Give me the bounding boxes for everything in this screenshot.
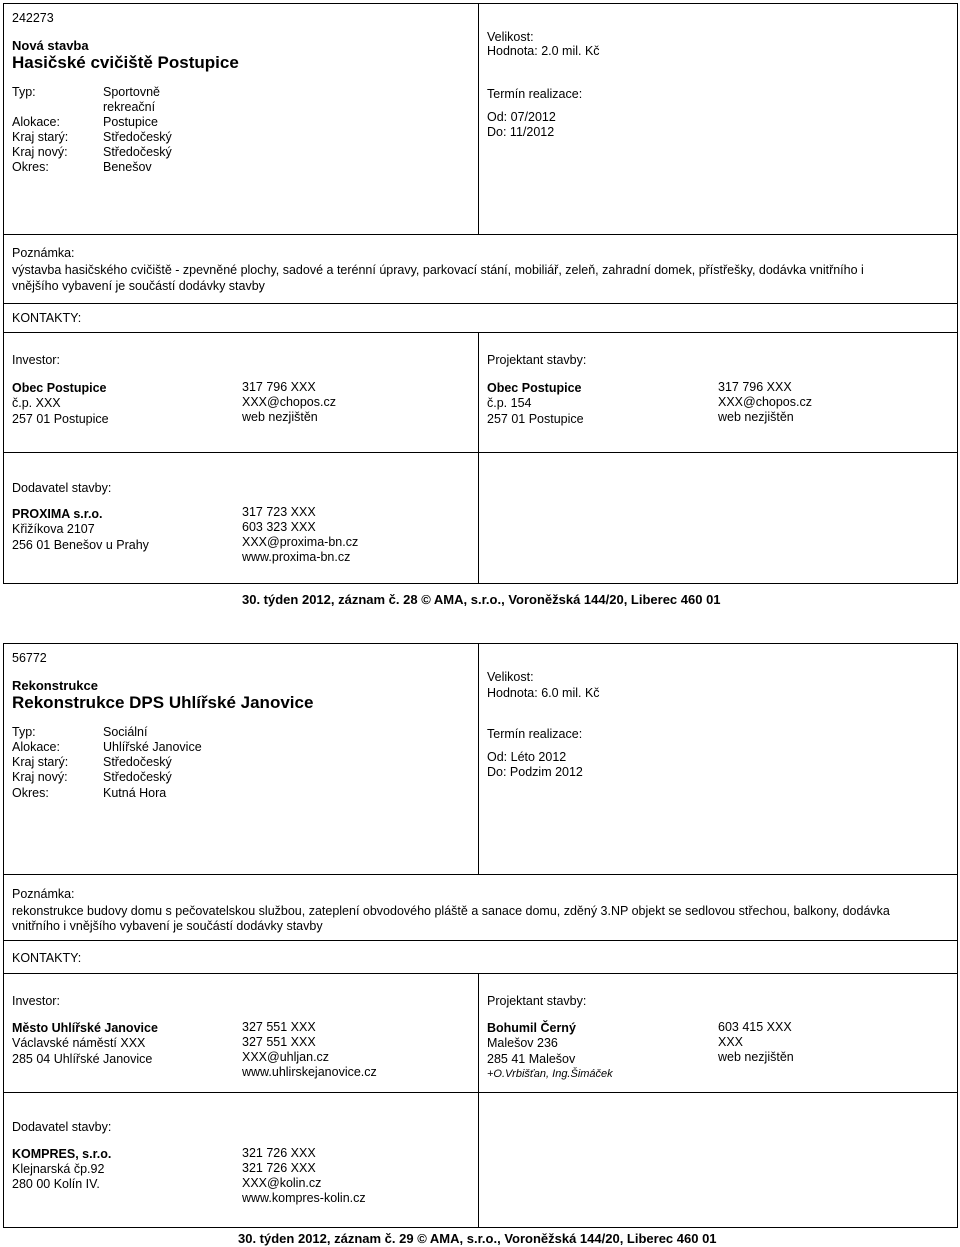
projektant-name: Obec Postupice <box>487 381 582 395</box>
record-title: Rekonstrukce DPS Uhlířské Janovice <box>12 693 314 712</box>
alokace-value: Uhlířské Janovice <box>103 740 202 754</box>
dodavatel-label: Dodavatel stavby: <box>12 481 112 495</box>
header-bottom-rule <box>3 234 958 235</box>
contacts-divider <box>478 973 479 1093</box>
dodavatel-divider <box>478 452 479 584</box>
dodavatel-divider <box>478 1092 479 1228</box>
investor-name: Obec Postupice <box>12 381 107 395</box>
investor-bottom-rule <box>3 452 958 453</box>
record-title: Hasičské cvičiště Postupice <box>12 53 239 72</box>
termin-od: Od: Léto 2012 <box>487 750 567 764</box>
projektant-label: Projektant stavby: <box>487 353 587 367</box>
header-bottom-rule <box>3 874 958 875</box>
investor-name: Město Uhlířské Janovice <box>12 1021 158 1035</box>
projektant-web: web nezjištěn <box>718 1050 794 1064</box>
investor-addr-1: č.p. XXX <box>12 396 61 410</box>
termin-label: Termín realizace: <box>487 87 583 101</box>
record-footer: 30. týden 2012, záznam č. 28 © AMA, s.r.o., Voroněžská 144/20, Liberec 460 01 <box>242 592 721 607</box>
termin-od: Od: 07/2012 <box>487 110 556 124</box>
kontakty-label: KONTAKTY: <box>12 311 82 325</box>
okres-value: Kutná Hora <box>103 786 167 800</box>
projektant-email: XXX@chopos.cz <box>718 395 812 409</box>
investor-addr-2: 285 04 Uhlířské Janovice <box>12 1052 153 1066</box>
contacts-divider <box>478 332 479 453</box>
dodavatel-phone-2: 321 726 XXX <box>242 1161 316 1175</box>
dodavatel-email: XXX@kolin.cz <box>242 1176 322 1190</box>
termin-do: Do: 11/2012 <box>487 125 555 139</box>
alokace-label: Alokace: <box>12 115 60 129</box>
poznamka-text-2: vnitřního i vnějšího vybavení je součástí dodávky stavby <box>12 919 323 933</box>
kontakty-bottom-rule <box>3 973 958 974</box>
okres-value: Benešov <box>103 160 152 174</box>
velikost-label: Velikost: <box>487 30 534 44</box>
kontakty-label: KONTAKTY: <box>12 951 82 965</box>
investor-addr-1: Václavské náměstí XXX <box>12 1036 146 1050</box>
kraj-novy-label: Kraj nový: <box>12 145 68 159</box>
dodavatel-addr-2: 256 01 Benešov u Prahy <box>12 538 149 552</box>
kontakty-top-rule <box>3 303 958 304</box>
kraj-stary-value: Středočeský <box>103 130 172 144</box>
record-footer: 30. týden 2012, záznam č. 29 © AMA, s.r.o., Voroněžská 144/20, Liberec 460 01 <box>238 1231 717 1246</box>
typ-label: Typ: <box>12 725 36 739</box>
dodavatel-name: KOMPRES, s.r.o. <box>12 1147 112 1161</box>
typ-value: Sociální <box>103 725 148 739</box>
record-category: Rekonstrukce <box>12 678 98 693</box>
investor-web: web nezjištěn <box>242 410 318 424</box>
projektant-phone: 603 415 XXX <box>718 1020 792 1034</box>
projektant-addr-2: 257 01 Postupice <box>487 412 584 426</box>
projektant-addr-1: Malešov 236 <box>487 1036 558 1050</box>
kraj-novy-label: Kraj nový: <box>12 770 68 784</box>
poznamka-label: Poznámka: <box>12 246 75 260</box>
investor-phone: 317 796 XXX <box>242 380 316 394</box>
kraj-stary-label: Kraj starý: <box>12 130 69 144</box>
header-divider <box>478 643 479 875</box>
investor-email: XXX@uhljan.cz <box>242 1050 330 1064</box>
investor-bottom-rule <box>3 1092 958 1093</box>
termin-do: Do: Podzim 2012 <box>487 765 583 779</box>
kontakty-top-rule <box>3 940 958 941</box>
projektant-name: Bohumil Černý <box>487 1021 576 1035</box>
dodavatel-web: www.proxima-bn.cz <box>242 550 351 564</box>
investor-email: XXX@chopos.cz <box>242 395 336 409</box>
dodavatel-email: XXX@proxima-bn.cz <box>242 535 359 549</box>
kraj-novy-value: Středočeský <box>103 145 172 159</box>
poznamka-label: Poznámka: <box>12 887 75 901</box>
dodavatel-web: www.kompres-kolin.cz <box>242 1191 366 1205</box>
header-divider <box>478 3 479 235</box>
dodavatel-addr-2: 280 00 Kolín IV. <box>12 1177 100 1191</box>
typ-label: Typ: <box>12 85 36 99</box>
kraj-stary-label: Kraj starý: <box>12 755 69 769</box>
poznamka-text-1: rekonstrukce budovy domu s pečovatelskou službou, zateplení obvodového pláště a sanace domu, zděný 3.NP objekt se sedlovou střechou, balkony, dodávka <box>12 904 890 918</box>
velikost-label: Velikost: <box>487 670 534 684</box>
dodavatel-phone-1: 321 726 XXX <box>242 1146 316 1160</box>
record-id: 242273 <box>12 11 54 25</box>
investor-label: Investor: <box>12 994 60 1008</box>
okres-label: Okres: <box>12 786 49 800</box>
projektant-fax: XXX <box>718 1035 744 1049</box>
investor-phone-1: 327 551 XXX <box>242 1020 316 1034</box>
projektant-web: web nezjištěn <box>718 410 794 424</box>
investor-addr-2: 257 01 Postupice <box>12 412 109 426</box>
projektant-addr-1: č.p. 154 <box>487 396 532 410</box>
termin-label: Termín realizace: <box>487 727 583 741</box>
dodavatel-phone-2: 603 323 XXX <box>242 520 316 534</box>
alokace-label: Alokace: <box>12 740 60 754</box>
kontakty-bottom-rule <box>3 332 958 333</box>
record-id: 56772 <box>12 651 47 665</box>
dodavatel-phone-1: 317 723 XXX <box>242 505 316 519</box>
dodavatel-addr-1: Klejnarská čp.92 <box>12 1162 105 1176</box>
okres-label: Okres: <box>12 160 49 174</box>
projektant-note: +O.Vrbišťan, Ing.Šimáček <box>487 1068 613 1080</box>
projektant-addr-2: 285 41 Malešov <box>487 1052 576 1066</box>
typ-value: Sportovně <box>103 85 160 99</box>
investor-label: Investor: <box>12 353 60 367</box>
dodavatel-label: Dodavatel stavby: <box>12 1120 112 1134</box>
poznamka-text-1: výstavba hasičského cvičiště - zpevněné plochy, sadové a terénní úpravy, parkovací stání, mobiliář, zeleň, zahradní domek, přístřešky, dodávka vnitřního i <box>12 263 864 277</box>
projektant-phone: 317 796 XXX <box>718 380 792 394</box>
kraj-stary-value: Středočeský <box>103 755 172 769</box>
record-category: Nová stavba <box>12 38 89 53</box>
investor-phone-2: 327 551 XXX <box>242 1035 316 1049</box>
investor-web: www.uhlirskejanovice.cz <box>242 1065 377 1079</box>
alokace-value: Postupice <box>103 115 158 129</box>
projektant-label: Projektant stavby: <box>487 994 587 1008</box>
dodavatel-name: PROXIMA s.r.o. <box>12 507 103 521</box>
kraj-novy-value: Středočeský <box>103 770 172 784</box>
dodavatel-addr-1: Křižíkova 2107 <box>12 522 95 536</box>
hodnota-value: Hodnota: 2.0 mil. Kč <box>487 44 600 58</box>
poznamka-text-2: vnějšího vybavení je součástí dodávky stavby <box>12 279 265 293</box>
typ-value-cont: rekreační <box>103 100 156 114</box>
hodnota-value: Hodnota: 6.0 mil. Kč <box>487 686 600 700</box>
